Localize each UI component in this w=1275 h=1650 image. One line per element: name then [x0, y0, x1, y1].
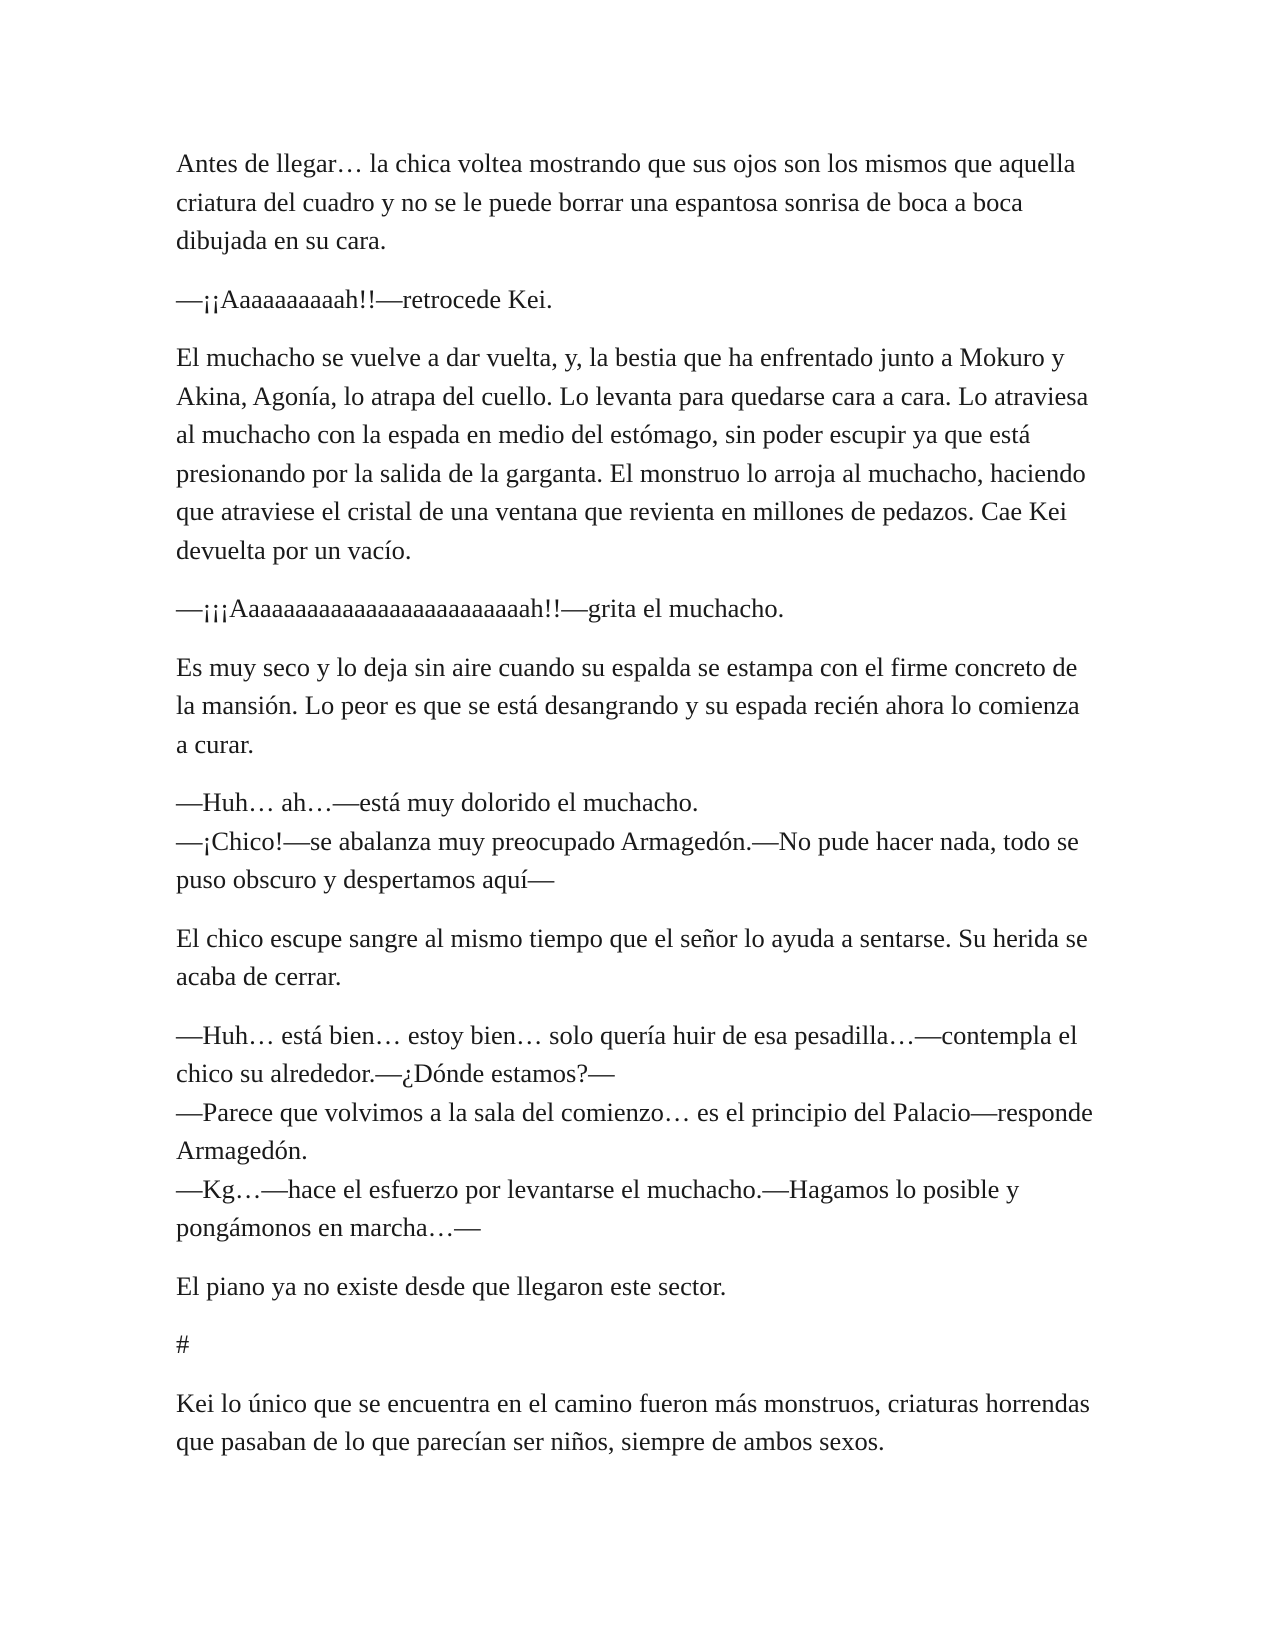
paragraph-3: Es muy seco y lo deja sin aire cuando su espalda se estampa con el firme concreto de la mansión. Lo peor es que se está desangrando y su espada recién ahora lo comienza a curar.: [176, 651, 1080, 759]
dialogue-line-2: —¡¡¡Aaaaaaaaaaaaaaaaaaaaaaaaah!!—grita el muchacho.: [176, 593, 785, 623]
body-text: [176, 144, 1096, 1481]
dialogue-line-6: —Parece que volvimos a la sala del comienzo… es el principio del Palacio—responde Armagedón.: [176, 1096, 1093, 1165]
paragraph-5: El piano ya no existe desde que llegaron este sector.: [176, 1270, 727, 1301]
section-break: #: [176, 1329, 190, 1359]
paragraph-6: Kei lo único que se encuentra en el camino fueron más monstruos, criaturas horrendas que pasaban de lo que parecían ser niños, siempre de ambos sexos.: [176, 1387, 1090, 1456]
dialogue-line-1: —¡¡Aaaaaaaaaah!!—retrocede Kei.: [176, 283, 553, 314]
dialogue-line-7: —Kg…—hace el esfuerzo por levantarse el muchacho.—Hagamos lo posible y pongámonos en marcha…—: [176, 1173, 1020, 1242]
dialogue-line-4: —¡Chico!—se abalanza muy preocupado Armagedón.—No pude hacer nada, todo se puso obscuro y despertamos aquí—: [176, 825, 1079, 894]
paragraph-1: Antes de llegar… la chica voltea mostrando que sus ojos son los mismos que aquella criatura del cuadro y no se le puede borrar una espantosa sonrisa de boca a boca dibujada en su cara.: [176, 148, 1076, 255]
dialogue-line-3: —Huh… ah…—está muy dolorido el muchacho.: [176, 787, 699, 817]
dialogue-line-5: —Huh… está bien… estoy bien… solo quería huir de esa pesadilla…—contempla el chico su alrededor.—¿Dónde estamos?—: [176, 1019, 1078, 1088]
paragraph-2: El muchacho se vuelve a dar vuelta, y, la bestia que ha enfrentado junto a Mokuro y Akina, Agonía, lo atrapa del cuello. Lo levanta para quedarse cara a cara. Lo atraviesa al muchacho con la espada en medio del estómago, sin poder escupir ya que está presionando por la salida de la garganta. El monstruo lo arroja al muchacho, haciendo que atraviese el cristal de una ventana que revienta en millones de pedazos. Cae Kei devuelta por un vacío.: [176, 342, 1089, 565]
paragraph-4: El chico escupe sangre al mismo tiempo que el señor lo ayuda a sentarse. Su herida se acaba de cerrar.: [176, 922, 1088, 991]
